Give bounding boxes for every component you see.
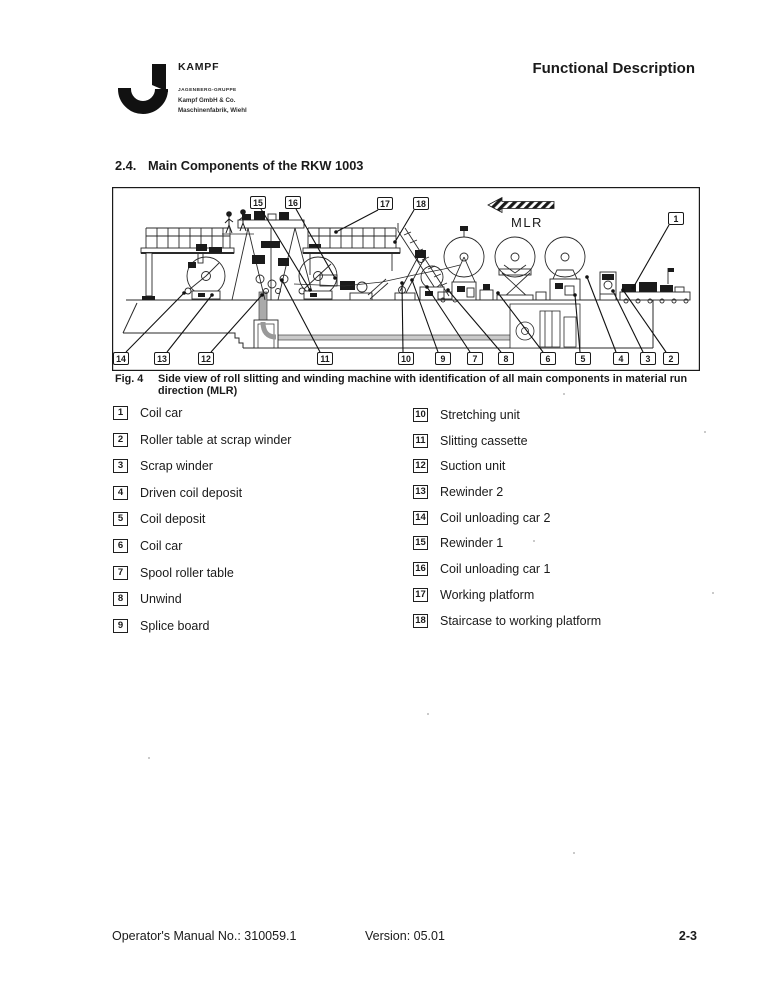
kampf-logo-icon [106, 48, 186, 123]
legend-item [113, 619, 291, 646]
figure-callout-13: 13 [154, 352, 170, 365]
figure-callout-7: 7 [467, 352, 483, 365]
figure-callout-8: 8 [498, 352, 514, 365]
legend-item-number: 2 [113, 433, 128, 447]
figure-callout-11: 11 [317, 352, 333, 365]
pit-blower [510, 304, 580, 348]
figure-callout-12: 12 [198, 352, 214, 365]
figure [112, 187, 700, 371]
brand-company-line1: Kampf GmbH & Co. [178, 97, 236, 104]
legend-item [113, 539, 291, 566]
mlr-label: MLR [511, 215, 543, 230]
figure-caption-label: Fig. 4 [115, 373, 144, 385]
legend-item-number: 16 [413, 562, 428, 576]
machine-drawing [112, 187, 700, 371]
coil-deposit [536, 237, 585, 300]
legend-item [413, 511, 601, 537]
figure-callout-6: 6 [540, 352, 556, 365]
section-number: 2.4. [115, 158, 137, 173]
legend-item [413, 459, 601, 485]
legend-item-label: Staircase to working platform [440, 613, 602, 628]
legend-item [413, 434, 601, 460]
scan-speck [533, 540, 535, 542]
figure-callout-3: 3 [640, 352, 656, 365]
legend-item-label: Coil unloading car 2 [440, 510, 551, 525]
working-platform [303, 228, 400, 300]
figure-callout-1: 1 [668, 212, 684, 225]
figure-callout-2: 2 [663, 352, 679, 365]
legend-item-number: 18 [413, 614, 428, 628]
brand-company-line2: Maschinenfabrik, Wiehl [178, 107, 247, 114]
scan-speck [563, 393, 565, 395]
legend-item [113, 512, 291, 539]
legend-item-number: 12 [413, 459, 428, 473]
legend-item-number: 13 [413, 485, 428, 499]
coil-car-1 [620, 268, 690, 303]
figure-callout-18: 18 [413, 197, 429, 210]
legend-item-number: 7 [113, 566, 128, 580]
legend-item-label: Splice board [140, 618, 210, 633]
scan-speck [704, 431, 706, 433]
legend-item-number: 11 [413, 434, 428, 448]
legend-item-number: 4 [113, 486, 128, 500]
legend-item-number: 3 [113, 459, 128, 473]
legend-item-number: 14 [413, 511, 428, 525]
figure-callout-4: 4 [613, 352, 629, 365]
legend-item [113, 486, 291, 513]
brand-group: JAGENBERG-GRUPPE [178, 88, 237, 93]
figure-callout-9: 9 [435, 352, 451, 365]
scan-speck [148, 757, 150, 759]
section-title: Main Components of the RKW 1003 [148, 158, 364, 173]
legend-item [413, 408, 601, 434]
legend-item [113, 406, 291, 433]
legend-item [413, 485, 601, 511]
legend-item-label: Coil deposit [140, 512, 206, 527]
coil-car-6 [480, 237, 535, 300]
legend-item-number: 5 [113, 512, 128, 526]
figure-callout-14: 14 [113, 352, 129, 365]
brand-name: KAMPF [178, 61, 220, 73]
legend-item-label: Scrap winder [140, 459, 213, 474]
unwind [444, 226, 484, 300]
ground-lines [123, 300, 689, 348]
mlr-direction-arrow-icon [488, 198, 554, 213]
legend-item-label: Rewinder 2 [440, 485, 504, 500]
figure-callout-5: 5 [575, 352, 591, 365]
legend-item-number: 10 [413, 408, 428, 422]
legend-item [413, 614, 601, 640]
legend-item [413, 562, 601, 588]
figure-callout-10: 10 [398, 352, 414, 365]
scrap-winder [600, 272, 616, 300]
legend-item-label: Stretching unit [440, 408, 520, 422]
legend-item-label: Driven coil deposit [140, 485, 243, 500]
legend-item-label: Working platform [440, 587, 535, 602]
legend-item-label: Spool roller table [140, 565, 234, 580]
legend-item-label: Roller table at scrap winder [140, 432, 292, 447]
legend-item-label: Unwind [140, 592, 182, 607]
legend-item [113, 433, 291, 460]
figure-callout-16: 16 [285, 196, 301, 209]
legend-column-right [413, 408, 601, 639]
legend-item [113, 592, 291, 619]
legend-item-label: Suction unit [440, 459, 506, 474]
legend-item-label: Rewinder 1 [440, 536, 504, 551]
legend-item [413, 588, 601, 614]
legend-item-number: 9 [113, 619, 128, 633]
scan-speck [427, 713, 429, 715]
legend-item-number: 17 [413, 588, 428, 602]
legend-item-number: 8 [113, 592, 128, 606]
footer-version: Version: 05.01 [365, 929, 445, 943]
legend-item-number: 1 [113, 406, 128, 420]
figure-caption-text: Side view of roll slitting and winding machine with identification of all main components in material run direction (MLR) [158, 373, 688, 397]
scan-speck [712, 592, 714, 594]
legend-item [113, 459, 291, 486]
legend-item-label: Coil unloading car 1 [440, 562, 551, 577]
legend-column-left [113, 406, 291, 645]
slitting-section [222, 211, 314, 300]
legend-item-label: Slitting cassette [440, 433, 528, 448]
legend-item-number: 15 [413, 536, 428, 550]
legend-item-number: 6 [113, 539, 128, 553]
footer-manual-number: Operator's Manual No.: 310059.1 [112, 929, 297, 943]
figure-callout-15: 15 [250, 196, 266, 209]
document-title: Functional Description [532, 60, 695, 77]
scan-speck [573, 852, 575, 854]
legend-item [413, 536, 601, 562]
footer-page-number: 2-3 [678, 929, 697, 943]
figure-callout-17: 17 [377, 197, 393, 210]
legend-item [113, 566, 291, 593]
legend-item-label: Coil car [140, 406, 183, 420]
legend-item-label: Coil car [140, 538, 183, 553]
